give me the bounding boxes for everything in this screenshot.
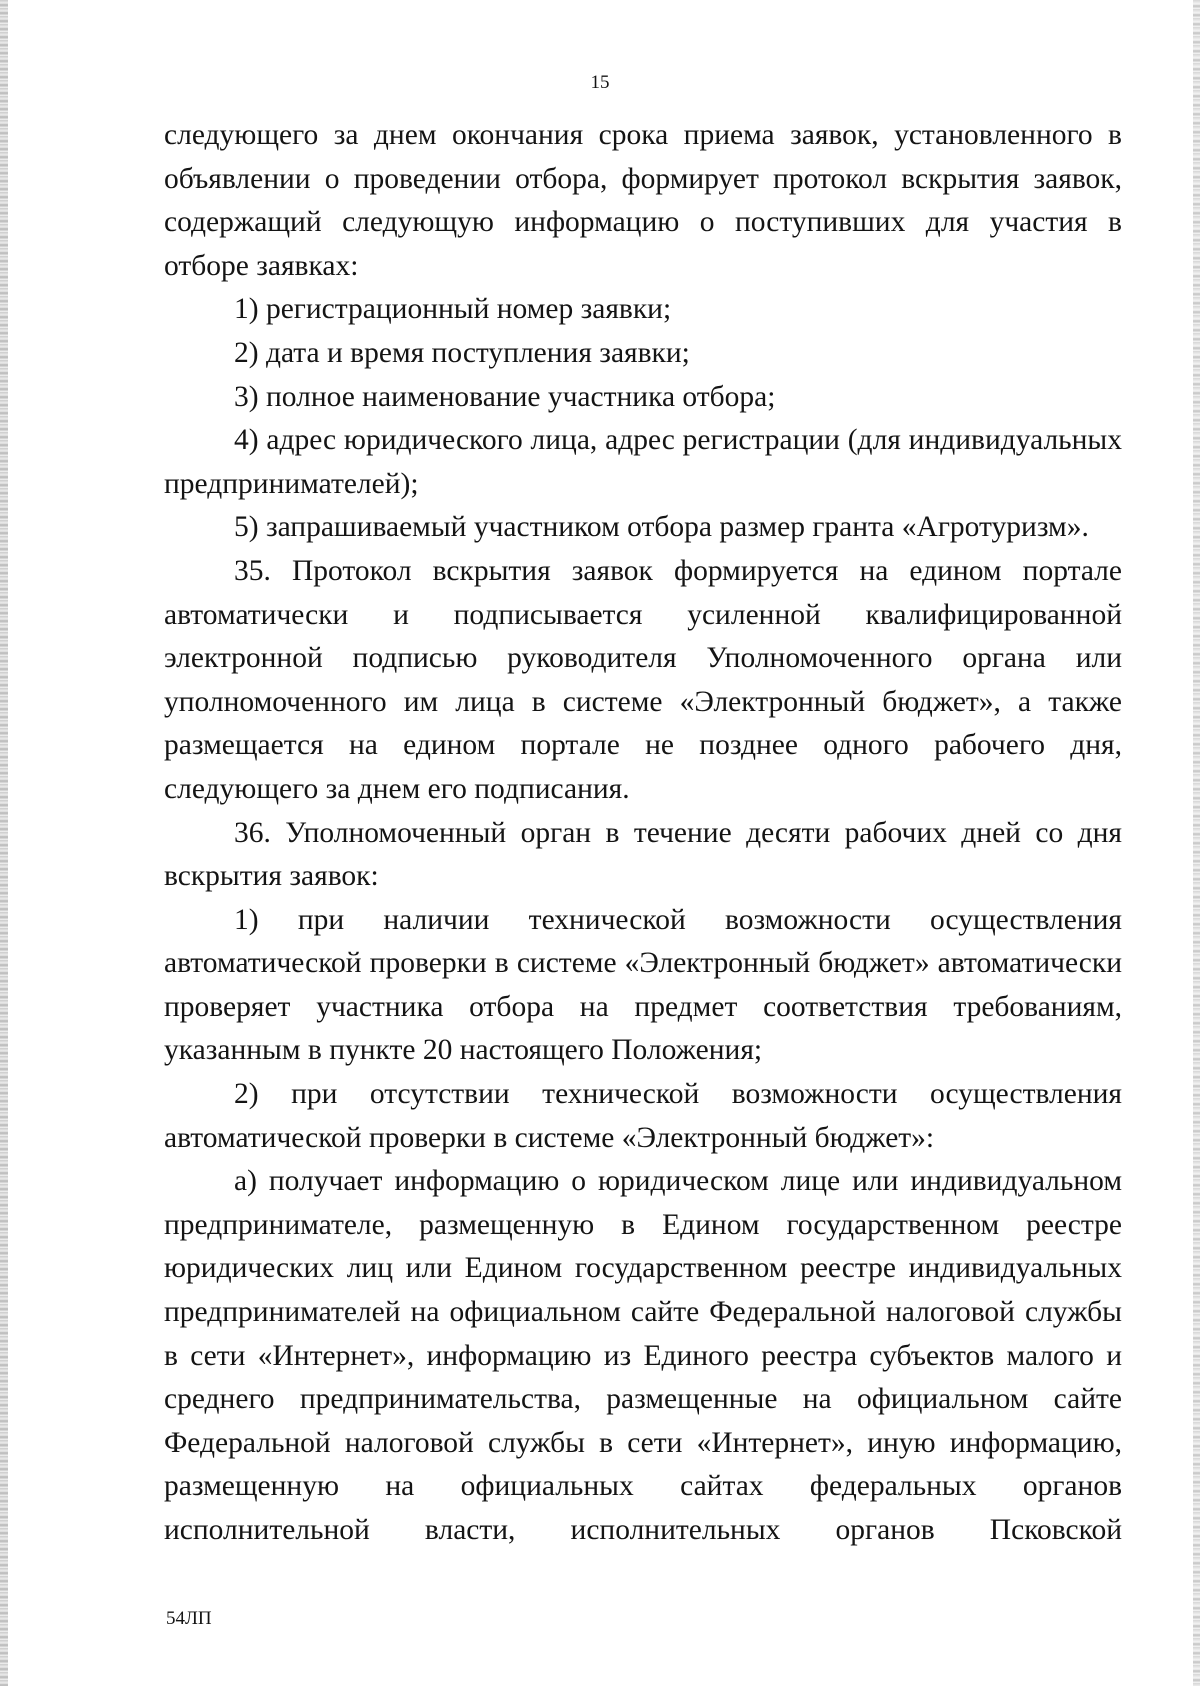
clause-36-item-2a: а) получает информацию о юридическом лице или индивидуальном предпринимателе, размещенную в Едином государственном реестре юридических лиц или Едином государственном реестре индивидуальных предпринимателей на официальном сайте Федеральной налоговой службы в сети «Интернет», информацию из Единого реестра субъектов малого и среднего предпринимательства, размещенные на официальном сайте Федеральной налоговой службы в сети «Интернет», иную информацию, размещенную на официальных сайтах федеральных органов исполнительной власти, исполнительных органов Псковской	[164, 1165, 1122, 1546]
clause-36-item-2: 2) при отсутствии технической возможности осуществления автоматической проверки в системе «Электронный бюджет»:	[164, 1078, 1122, 1154]
list-item-3: 3) полное наименование участника отбора;	[234, 380, 776, 413]
scan-edge-left	[0, 0, 8, 1686]
clause-36-item-1: 1) при наличии технической возможности осуществления автоматической проверки в системе «Электронный бюджет» автоматически проверяет участника отбора на предмет соответствия требованиям, указанным в пункте 20 настоящего Положения;	[164, 903, 1122, 1067]
clause-36: 36. Уполномоченный орган в течение десяти рабочих дней со дня вскрытия заявок:	[164, 816, 1122, 893]
clause-35: 35. Протокол вскрытия заявок формируется на едином портале автоматически и подписывается усиленной квалифицированной электронной подписью руководителя Уполномоченного органа или уполномоченного им лица в системе «Электронный бюджет», а также размещается на едином портале не позднее одного рабочего дня, следующего за днем его подписания.	[164, 554, 1122, 805]
list-item-5: 5) запрашиваемый участником отбора размер гранта «Агротуризм».	[234, 511, 1089, 544]
list-item-1: 1) регистрационный номер заявки;	[234, 293, 672, 326]
list-item-4: 4) адрес юридического лица, адрес регистрации (для индивидуальных предпринимателей);	[164, 424, 1122, 500]
scan-edge-right	[1193, 0, 1200, 1686]
paragraph-continuation: следующего за днем окончания срока приема заявок, установленного в объявлении о проведении отбора, формирует протокол вскрытия заявок, содержащий следующую информацию о поступивших для участия в отборе заявках:	[164, 119, 1122, 282]
list-item-2: 2) дата и время поступления заявки;	[234, 336, 690, 369]
footer-document-code: 54ЛП	[166, 1608, 212, 1629]
page-number: 15	[590, 72, 610, 93]
document-body	[164, 114, 1122, 1553]
